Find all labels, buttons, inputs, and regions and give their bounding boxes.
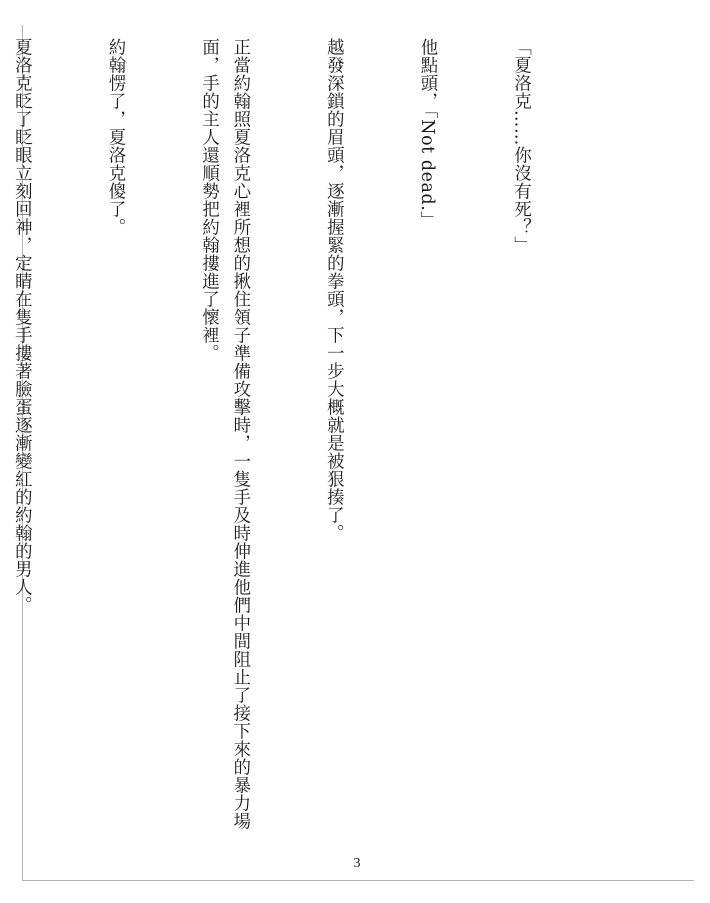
paragraph-stunned: 約翰愣了，夏洛克傻了。	[104, 38, 125, 236]
page-number: 3	[353, 856, 361, 871]
paragraph-sherlock-not-dead: 「夏洛克……你沒有死？」	[510, 38, 531, 254]
vertical-text-body	[0, 38, 598, 858]
paragraph-clenched-fist: 越發深鎖的眉頭，逐漸握緊的拳頭，下一步大概就是被狠揍了。	[323, 38, 344, 542]
paragraph-sherlock-blinks: 夏洛克眨了眨眼立刻回神，定睛在隻手摟著臉蛋逐漸變紅的約翰的男人。	[11, 38, 32, 614]
paragraph-not-dead-reply: 他點頭，「Not dead.」	[416, 38, 437, 230]
paragraph-interrupting-hand: 正當約翰照夏洛克心裡所想的揪住領子準備攻擊時，一隻手及時伸進他們中間阻止了接下來的暴力場面，手的主人還順勢把約翰摟進了懷裡。	[198, 38, 250, 830]
